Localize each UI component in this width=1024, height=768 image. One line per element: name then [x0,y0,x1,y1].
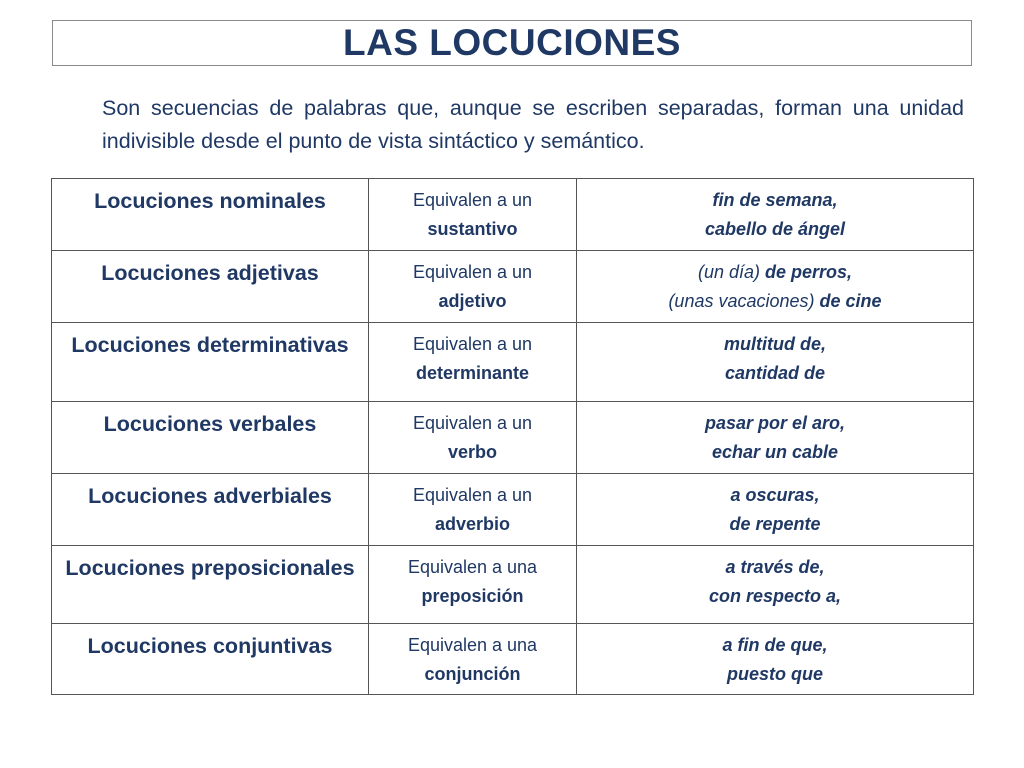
equivalence-prefix: Equivalen a un [412,485,533,505]
equivalence-prefix: Equivalen a una [407,635,538,655]
example-line: de repente [729,514,821,534]
locution-type-name: Locuciones conjuntivas [87,634,333,658]
locution-type-name: Locuciones determinativas [71,333,349,357]
examples-cell [577,251,974,323]
examples-cell [577,323,974,402]
locution-type-cell [52,474,369,546]
examples-cell [577,179,974,251]
equivalence-prefix: Equivalen a un [412,334,533,354]
locution-type-name: Locuciones adjetivas [101,261,319,285]
locution-type-name: Locuciones adverbiales [88,484,332,508]
equivalence-prefix: Equivalen a un [412,190,533,210]
page-title: LAS LOCUCIONES [343,22,681,63]
table-row [52,624,974,695]
example-locution: de cine [819,291,882,311]
locution-type-name: Locuciones verbales [103,412,317,436]
locution-type-name: Locuciones nominales [94,189,326,213]
example-locution: de perros, [765,262,853,282]
table-row [52,179,974,251]
example-line: pasar por el aro, [704,413,846,433]
equivalence-target: verbo [447,442,498,462]
example-line: a oscuras, [730,485,820,505]
equivalence-target: sustantivo [427,219,518,239]
locution-type-cell [52,323,369,402]
equivalence-target: determinante [415,363,530,383]
examples-cell [577,402,974,474]
table-row [52,474,974,546]
locution-type-cell [52,402,369,474]
locution-type-cell [52,251,369,323]
equivalence-cell [369,323,577,402]
locution-type-cell [52,546,369,624]
table-row [52,251,974,323]
example-line: a fin de que, [722,635,828,655]
locution-type-name: Locuciones preposicionales [65,556,355,580]
locution-type-cell [52,179,369,251]
example-line [577,258,973,287]
example-context: (un día) [697,262,760,282]
examples-cell [577,624,974,695]
examples-cell [577,474,974,546]
title-box [52,20,972,66]
example-line: cantidad de [724,363,826,383]
equivalence-prefix: Equivalen a una [407,557,538,577]
example-line: cabello de ángel [704,219,846,239]
example-line: echar un cable [711,442,839,462]
example-line: a través de, [725,557,825,577]
equivalence-cell [369,179,577,251]
example-line: con respecto a, [708,586,842,606]
equivalence-target: adjetivo [438,291,507,311]
equivalence-cell [369,546,577,624]
example-line: fin de semana, [712,190,838,210]
equivalence-target: preposición [421,586,524,606]
equivalence-cell [369,251,577,323]
equivalence-target: adverbio [434,514,511,534]
equivalence-prefix: Equivalen a un [412,262,533,282]
example-line [577,287,973,316]
table-row [52,323,974,402]
equivalence-cell [369,402,577,474]
equivalence-target: conjunción [424,664,521,684]
example-line: puesto que [726,664,823,684]
locuciones-table [51,178,974,695]
intro-paragraph: Son secuencias de palabras que, aunque se escriben separadas, forman una unidad indivisible desde el punto de vista sintáctico y semántico. [102,96,964,153]
example-line: multitud de, [724,334,826,354]
example-context: (unas vacaciones) [668,291,815,311]
table-row [52,402,974,474]
equivalence-prefix: Equivalen a un [412,413,533,433]
locution-type-cell [52,624,369,695]
equivalence-cell [369,624,577,695]
equivalence-cell [369,474,577,546]
examples-cell [577,546,974,624]
table-row [52,546,974,624]
